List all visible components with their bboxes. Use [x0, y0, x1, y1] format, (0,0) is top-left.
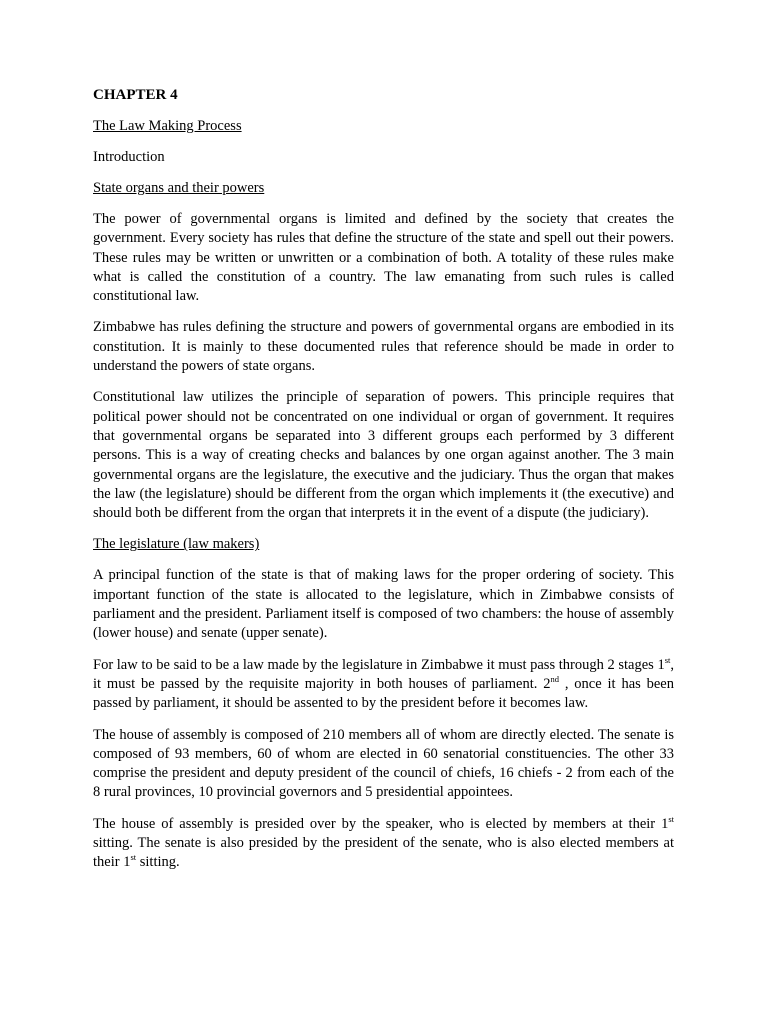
paragraph-text: sitting. The senate is also presided by the president of the senate, who is also elected members at their 1 — [93, 835, 674, 871]
paragraph-text: , it must be passed by the requisite majority in both houses of parliament. 2 — [93, 656, 674, 692]
paragraph-text: For law to be said to be a law made by the legislature in Zimbabwe it must pass through 2 stages 1 — [93, 656, 665, 673]
paragraph-legislature-function: A principal function of the state is that of making laws for the proper ordering of society. This important function of the state is allocated to the legislature, which in Zimbabwe consists of parliament and the president. Parliament itself is composed of two chambers: the house of assembly (lower house) and senate (upper senate). — [93, 567, 674, 642]
paragraph-governmental-organs: The power of governmental organs is limited and defined by the society that creates the government. Every society has rules that define the structure of the state and spell out their powers. These rules may be written or unwritten or a combination of both. A totality of these rules make what is called the constitution of a country. The law emanating from such rules is called constitutional law. — [93, 211, 674, 305]
section-heading-introduction: Introduction — [93, 149, 165, 165]
ordinal-suffix: st — [130, 852, 137, 863]
paragraph-text: , once it has been passed by parliament, it should be assented to by the president before it becomes law. — [93, 675, 674, 712]
paragraph-zimbabwe-constitution: Zimbabwe has rules defining the structure and powers of governmental organs are embodied in its constitution. It is mainly to these documented rules that reference should be made in order to understand the powers of state organs. — [93, 319, 674, 375]
ordinal-suffix: st — [664, 654, 671, 665]
paragraph-separation-of-powers: Constitutional law utilizes the principle of separation of powers. This principle requires that political power should not be concentrated on one individual or organ of government. It requires that governmental organs be separated into 3 different groups each performed by 3 different persons. This is a way of creating checks and balances by one organ against another. The 3 main governmental organs are the legislature, the executive and the judiciary. Thus the organ that makes the law (the legislature) should be different from the organ which implements it (the executive) and should both be different from the organ that interprets it in the event of a dispute (the judiciary). — [93, 389, 674, 522]
paragraph-law-stages — [93, 656, 674, 714]
ordinal-suffix: nd — [550, 673, 559, 684]
section-heading-law-making-process: The Law Making Process — [93, 118, 242, 134]
section-heading-legislature: The legislature (law makers) — [93, 536, 260, 553]
paragraph-text: sitting. — [136, 854, 180, 871]
section-heading-state-organs: State organs and their powers — [93, 180, 265, 196]
paragraph-presiding-officers — [93, 815, 674, 873]
ordinal-suffix: st — [668, 813, 674, 824]
paragraph-text: The house of assembly is presided over by the speaker, who is elected by members at their 1 — [93, 815, 669, 832]
paragraph-house-composition: The house of assembly is composed of 210 members all of whom are directly elected. The senate is composed of 93 members, 60 of whom are elected in 60 senatorial constituencies. The other 33 comprise the president and deputy president of the council of chiefs, 16 chiefs - 2 from each of the 8 rural provinces, 10 provincial governors and 5 presidential appointees. — [93, 726, 674, 801]
chapter-title: CHAPTER 4 — [93, 87, 178, 103]
